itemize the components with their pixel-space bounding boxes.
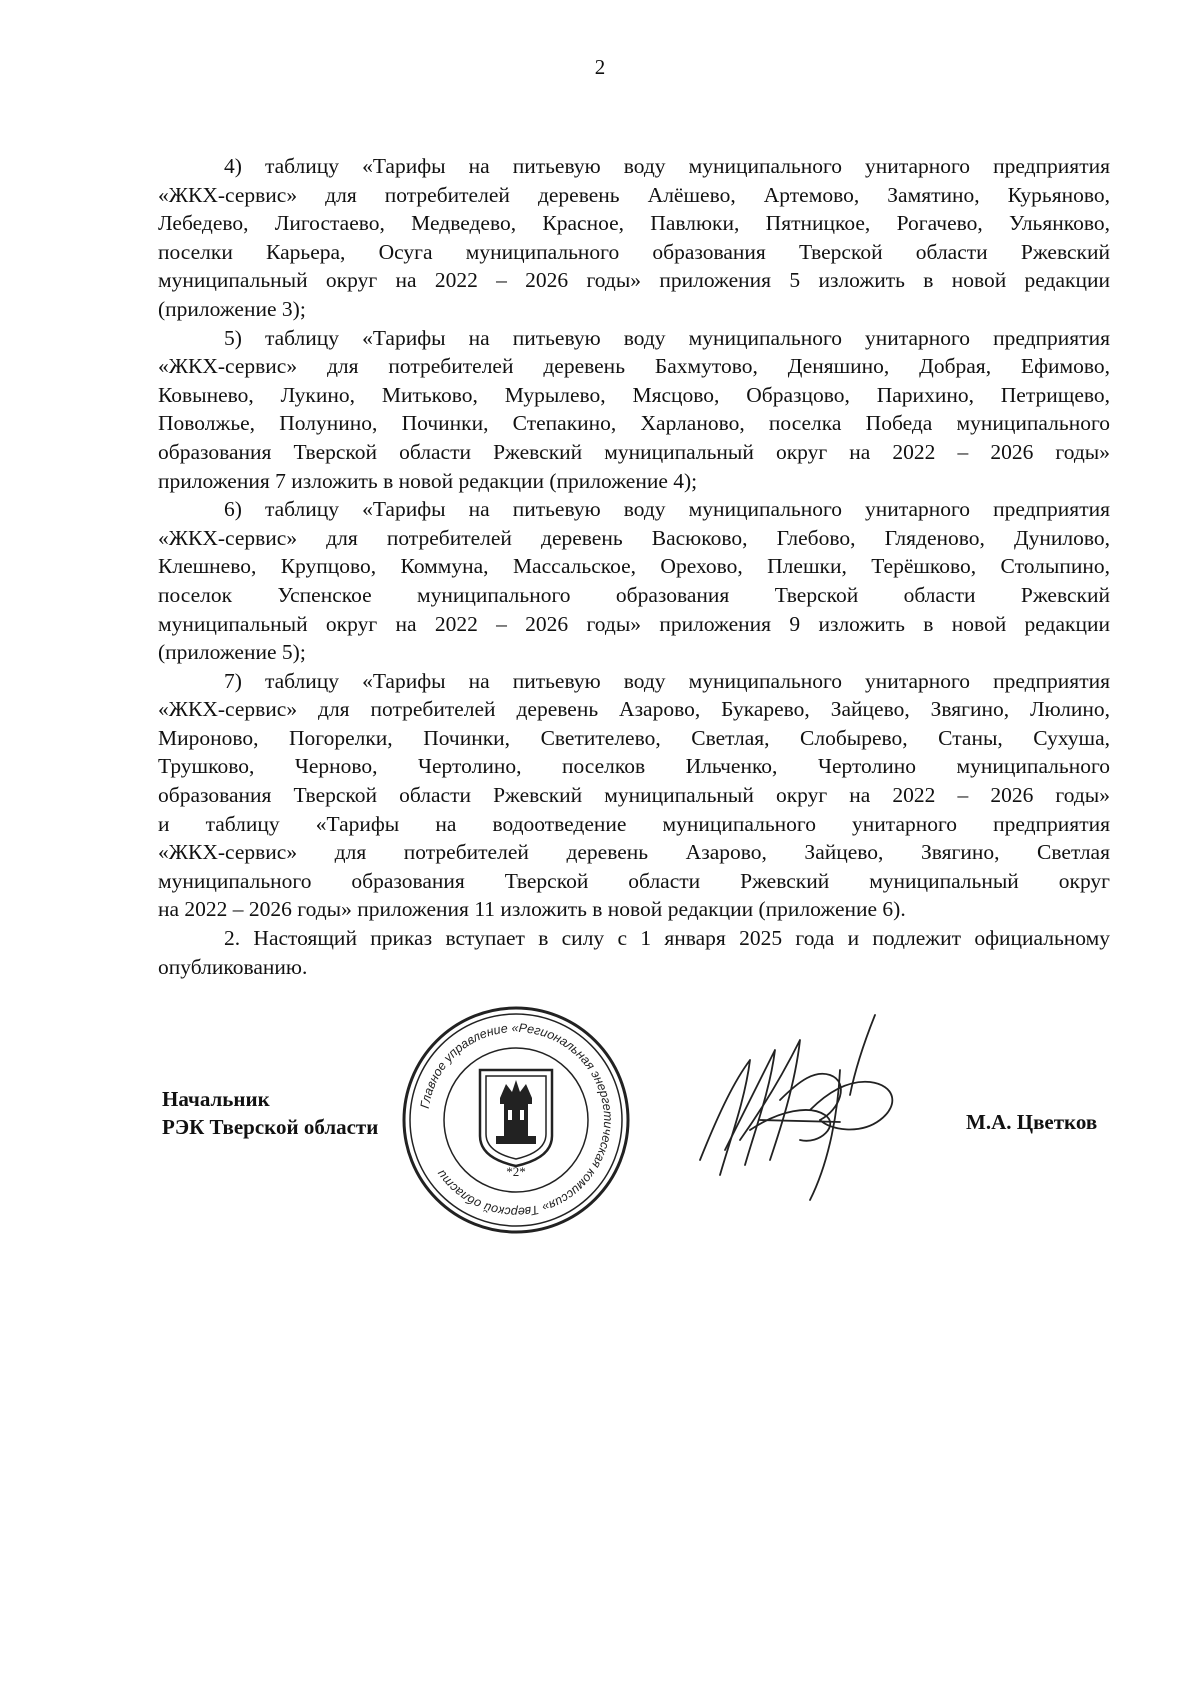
paragraph-line: (приложение 5); <box>158 640 306 665</box>
paragraph <box>158 152 1110 324</box>
paragraph-line: Мироново, Погорелки, Починки, Светителево, Светлая, Слобырево, Станы, Сухуша, <box>158 725 1110 750</box>
paragraph-line: Ковынево, Лукино, Митьково, Мурылево, Мясцово, Образцово, Парихино, Петрищево, <box>158 382 1110 407</box>
paragraph-line: на 2022 – 2026 годы» приложения 11 изложить в новой редакции (приложение 6). <box>158 897 906 922</box>
paragraph-line: Клешнево, Крупцово, Коммуна, Массальское, Орехово, Плешки, Терёшково, Столыпино, <box>158 554 1110 579</box>
paragraph-line: 7) таблицу «Тарифы на питьевую воду муниципального унитарного предприятия <box>224 668 1110 693</box>
paragraph-line: муниципальный округ на 2022 – 2026 годы» приложения 5 изложить в новой редакции <box>158 268 1110 293</box>
paragraph <box>158 667 1110 924</box>
signatory-position <box>162 1085 378 1141</box>
paragraph-line: Трушково, Черново, Чертолино, поселков Ильченко, Чертолино муниципального <box>158 754 1110 779</box>
paragraph-line: (приложение 3); <box>158 296 306 321</box>
official-seal-stamp <box>396 1000 636 1240</box>
paragraph-line: образования Тверской области Ржевский муниципальный округ на 2022 – 2026 годы» <box>158 783 1110 808</box>
paragraph-line: 6) таблицу «Тарифы на питьевую воду муниципального унитарного предприятия <box>224 497 1110 522</box>
paragraph-line: опубликованию. <box>158 954 308 979</box>
paragraph <box>158 324 1110 496</box>
paragraph-line: «ЖКХ-сервис» для потребителей деревень Васюково, Глебово, Гляденово, Дунилово, <box>158 525 1110 550</box>
signatory-position-line2: РЭК Тверской области <box>162 1115 379 1139</box>
document-body <box>158 152 1110 981</box>
seal-outer-text: Главное управление «Региональная энергетическая комиссия» Тверской области <box>417 1020 616 1220</box>
signatory-position-line1: Начальник <box>162 1087 270 1111</box>
paragraph-line: 5) таблицу «Тарифы на питьевую воду муниципального унитарного предприятия <box>224 325 1110 350</box>
handwritten-signature <box>690 1010 920 1210</box>
paragraph-line: приложения 7 изложить в новой редакции (приложение 4); <box>158 468 698 493</box>
signatory-name: М.А. Цветков <box>966 1110 1098 1134</box>
paragraph-line: Лебедево, Лигостаево, Медведево, Красное, Павлюки, Пятницкое, Рогачево, Ульянково, <box>158 211 1110 236</box>
paragraph-line: муниципальный округ на 2022 – 2026 годы» приложения 9 изложить в новой редакции <box>158 611 1110 636</box>
paragraph-line: «ЖКХ-сервис» для потребителей деревень Алёшево, Артемово, Замятино, Курьяново, <box>158 182 1110 207</box>
paragraph-line: «ЖКХ-сервис» для потребителей деревень Азарово, Букарево, Зайцево, Звягино, Люлино, <box>158 697 1110 722</box>
seal-number: *2* <box>506 1164 526 1179</box>
paragraph <box>158 495 1110 667</box>
paragraph-line: поселки Карьера, Осуга муниципального образования Тверской области Ржевский <box>158 239 1110 264</box>
paragraph-line: образования Тверской области Ржевский муниципальный округ на 2022 – 2026 годы» <box>158 439 1110 464</box>
paragraph <box>158 924 1110 981</box>
page-number: 2 <box>594 55 606 79</box>
paragraph-line: «ЖКХ-сервис» для потребителей деревень Азарово, Зайцево, Звягино, Светлая <box>158 840 1110 865</box>
paragraph-line: 4) таблицу «Тарифы на питьевую воду муниципального унитарного предприятия <box>224 154 1110 178</box>
paragraph-line: Поволжье, Полунино, Починки, Степакино, Харланово, поселка Победа муниципального <box>158 411 1110 436</box>
paragraph-line: поселок Успенское муниципального образования Тверской области Ржевский <box>158 582 1110 607</box>
paragraph-line: и таблицу «Тарифы на водоотведение муниципального унитарного предприятия <box>158 811 1110 836</box>
paragraph-line: «ЖКХ-сервис» для потребителей деревень Бахмутово, Деняшино, Добрая, Ефимово, <box>158 354 1110 379</box>
paragraph-line: муниципального образования Тверской области Ржевский муниципальный округ <box>158 868 1110 893</box>
paragraph-line: 2. Настоящий приказ вступает в силу с 1 января 2025 года и подлежит официальному <box>224 926 1110 951</box>
